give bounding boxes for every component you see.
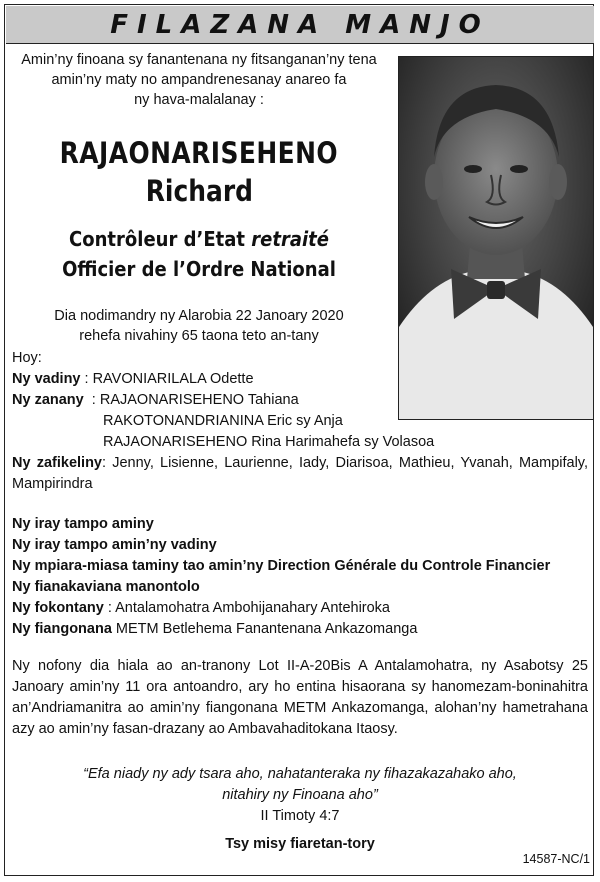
death-info [10, 306, 388, 346]
church-label: Ny fiangonana [12, 621, 112, 637]
relation-line: Ny mpiara-miasa taminy tao amin’ny Direction Générale du Controle Financier [12, 558, 551, 574]
church-row [12, 619, 588, 640]
relation-line: Ny iray tampo aminy [12, 516, 154, 532]
child-row: RAJAONARISEHENO Rina Harimahefa sy Volasoa [103, 434, 435, 450]
intro-text [10, 50, 388, 110]
title-line-2: Officier de l’Ordre National [62, 257, 336, 281]
notice-title: FILAZANA MANJO [110, 9, 490, 40]
grandchildren-value: : Jenny, Lisienne, Laurienne, Iady, Diarisoa, Mathieu, Yvanah, Mampifaly, Mampirindra [12, 455, 588, 492]
intro-line: ny hava-malalanay : [134, 92, 264, 108]
funeral-paragraph: Ny nofony dia hiala ao an-tranony Lot II-A-20Bis A Antalamohatra, ny Asabotsy 25 Janoary amin’ny 11 ora antoandro, ary ho entina hisaorana sy hanomezam-boninahitra an’Andriamanitra ao amin’ny fiangonana METM Ankazomanga, alohan’ny hametrahana azy ao amin’ny fasan-drazany ao Ambavahaditokana Itaosy. [12, 658, 588, 737]
wife-value: : RAVONIARILALA Odette [80, 371, 254, 387]
death-line: Dia nodimandry ny Alarobia 22 Janoary 2020 [54, 308, 344, 324]
child-value: : RAJAONARISEHENO Tahiana [91, 392, 299, 408]
last-name: RAJAONARISEHENO [59, 136, 339, 170]
first-name: Richard [145, 174, 253, 208]
relation-line: Ny fianakaviana manontolo [12, 579, 200, 595]
intro-line: amin’ny maty no ampandrenesanay anareo fa [51, 72, 347, 88]
fokontany-label: Ny fokontany [12, 600, 104, 616]
header-band [6, 6, 594, 44]
death-line: rehefa nivahiny 65 taona teto an-tany [79, 328, 319, 344]
children-row [12, 390, 588, 411]
title-line-1-italic: retraité [251, 227, 329, 251]
quote-reference: II Timoty 4:7 [260, 808, 340, 824]
family-list [12, 348, 588, 495]
deceased-name [10, 134, 388, 210]
relation-line: Ny iray tampo amin’ny vadiny [12, 537, 217, 553]
closing-line: Tsy misy fiaretan-tory [225, 836, 375, 852]
relations-list [12, 514, 588, 640]
fokontany-value: : Antalamohatra Ambohijanahary Antehiroka [103, 600, 390, 616]
deceased-titles [10, 224, 388, 284]
grandchildren-label: Ny zafikeliny [12, 455, 102, 471]
children-label: Ny zanany [12, 392, 84, 408]
hoy-label: Hoy: [12, 350, 42, 366]
child-row: RAKOTONANDRIANINA Eric sy Anja [103, 413, 343, 429]
quote-line: nitahiry ny Finoana aho” [222, 787, 378, 803]
fokontany-row [12, 598, 588, 619]
wife-row [12, 369, 588, 390]
church-value: METM Betlehema Fanantenana Ankazomanga [111, 621, 418, 637]
wife-label: Ny vadiny [12, 371, 81, 387]
grandchildren-row [12, 453, 588, 495]
reference-code: 14587-NC/1 [522, 852, 590, 866]
title-line-1: Contrôleur d’Etat [69, 227, 252, 251]
bible-quote [12, 764, 588, 827]
quote-line: “Efa niady ny ady tsara aho, nahatanteraka ny fihazakazahako aho, [83, 766, 517, 782]
intro-line: Amin’ny finoana sy fanantenana ny fitsanganan’ny tena [21, 52, 377, 68]
